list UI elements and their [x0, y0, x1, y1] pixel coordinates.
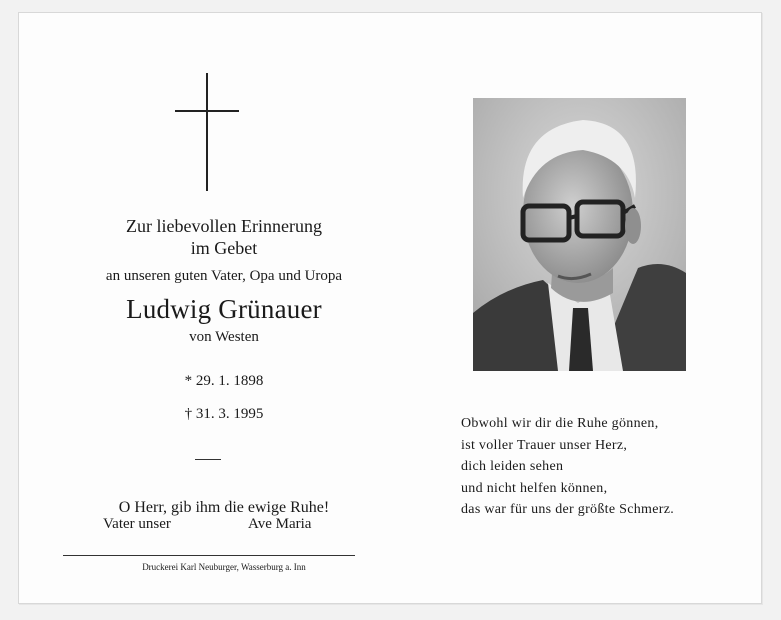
poem-line: ist voller Trauer unser Herz,: [461, 437, 628, 453]
prayer-line: O Herr, gib ihm die ewige Ruhe!: [118, 499, 330, 516]
death-date: † 31. 3. 1995: [184, 406, 264, 422]
poem-line: Obwohl wir dir die Ruhe gönnen,: [461, 416, 659, 431]
birth-date: * 29. 1. 1898: [184, 373, 264, 389]
dedication-line: an unseren guten Vater, Opa und Uropa: [105, 268, 343, 284]
memorial-card: [18, 12, 762, 604]
prayer-vater-unser: Vater unser: [103, 516, 171, 532]
memorial-heading-2: im Gebet: [190, 238, 258, 258]
deceased-name: Ludwig Grünauer: [126, 294, 322, 324]
memorial-heading: Zur liebevollen Erinnerung: [126, 216, 322, 236]
portrait-photo: [473, 98, 686, 371]
poem-line: dich leiden sehen: [461, 459, 564, 474]
origin-text: von Westen: [189, 329, 259, 345]
divider-line: [63, 555, 355, 556]
prayer-ave-maria: Ave Maria: [248, 516, 312, 532]
printer-credit: Druckerei Karl Neuburger, Wasserburg a. Inn: [142, 562, 306, 572]
poem: [461, 413, 674, 521]
poem-line: und nicht helfen können,: [461, 480, 608, 496]
separator-dash: [195, 459, 221, 460]
poem-line: das war für uns der größte Schmerz.: [461, 502, 675, 517]
